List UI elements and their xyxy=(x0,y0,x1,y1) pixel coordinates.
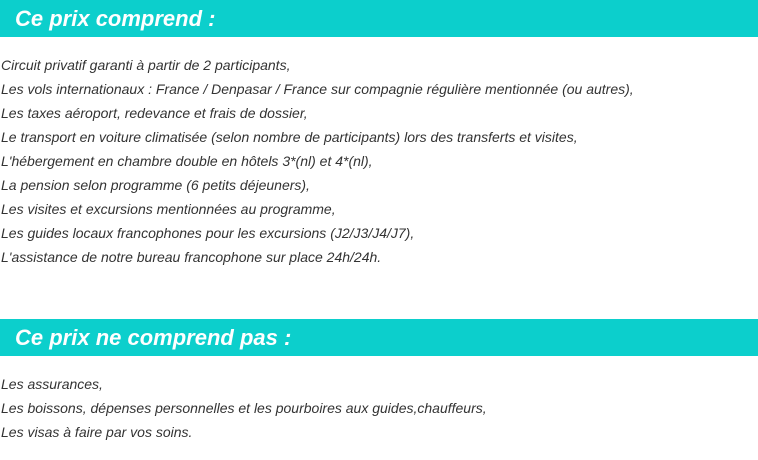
includes-section-header xyxy=(0,0,758,37)
includes-list-item: Les taxes aéroport, redevance et frais de dossier, xyxy=(1,105,308,121)
excludes-list-item: Les boissons, dépenses personnelles et les pourboires aux guides,chauffeurs, xyxy=(1,400,487,416)
includes-list-item: Le transport en voiture climatisée (selon nombre de participants) lors des transferts et visites, xyxy=(1,129,578,145)
includes-list-item: Les vols internationaux : France / Denpasar / France sur compagnie régulière mentionnée (ou autres), xyxy=(1,81,634,97)
excludes-section-header xyxy=(0,319,758,356)
excludes-list-item: Les visas à faire par vos soins. xyxy=(1,424,193,440)
includes-list-item: Circuit privatif garanti à partir de 2 participants, xyxy=(1,57,291,73)
includes-list-item: Les guides locaux francophones pour les excursions (J2/J3/J4/J7), xyxy=(1,225,415,241)
includes-list-item: L'assistance de notre bureau francophone sur place 24h/24h. xyxy=(1,249,382,265)
excludes-list-item: Les assurances, xyxy=(1,376,103,392)
includes-list-item: La pension selon programme (6 petits déjeuners), xyxy=(1,177,310,193)
excludes-section-title: Ce prix ne comprend pas : xyxy=(15,325,292,350)
includes-list-item: L'hébergement en chambre double en hôtels 3*(nl) et 4*(nl), xyxy=(1,153,373,169)
includes-section-title: Ce prix comprend : xyxy=(15,6,216,31)
includes-list-item: Les visites et excursions mentionnées au programme, xyxy=(1,201,336,217)
excludes-list xyxy=(0,372,758,444)
includes-list xyxy=(0,53,758,269)
